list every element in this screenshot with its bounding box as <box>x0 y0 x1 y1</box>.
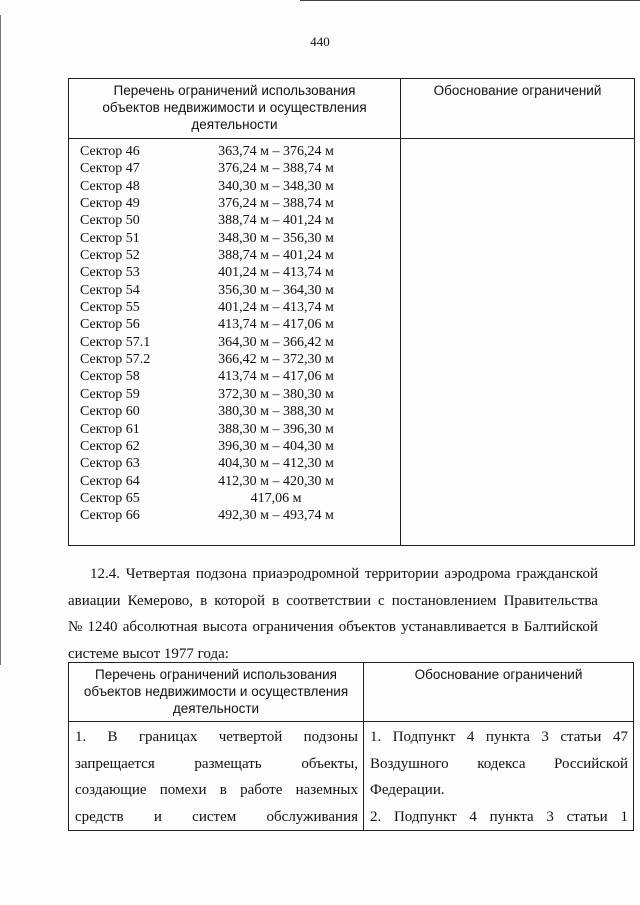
sector-name: Сектор 66 <box>80 508 140 524</box>
word: 12.4. <box>90 566 120 582</box>
word: аэродрома <box>444 566 511 582</box>
table-body-row <box>69 139 635 546</box>
header-restrictions-list <box>69 79 401 139</box>
table-row <box>69 316 400 333</box>
subzone-paragraph <box>68 561 598 667</box>
word: 4 <box>469 808 477 825</box>
justification-line <box>370 724 628 751</box>
sector-name: Сектор 60 <box>80 404 140 420</box>
header-line: объектов недвижимости и осуществления <box>102 100 367 115</box>
sector-name: Сектор 54 <box>80 282 140 298</box>
table-row <box>69 403 400 420</box>
word: Кемерово, <box>127 592 194 609</box>
sector-name: Сектор 52 <box>80 248 140 264</box>
restriction-line <box>75 724 358 751</box>
table-row <box>69 212 400 229</box>
sector-altitude-range: 380,30 м – 388,30 м <box>218 404 334 420</box>
sector-altitude-range: 413,74 м – 417,06 м <box>218 317 334 333</box>
sector-name: Сектор 50 <box>80 213 140 229</box>
table-body-row <box>69 722 634 831</box>
sector-altitude-range: 388,74 м – 401,24 м <box>218 248 334 264</box>
word: № <box>68 619 83 635</box>
table-header-row <box>69 663 634 722</box>
restriction-text-cell <box>69 722 364 831</box>
sector-name: Сектор 53 <box>80 265 140 281</box>
sector-altitude-range: 401,24 м – 413,74 м <box>218 265 334 281</box>
word: 47 <box>612 729 628 745</box>
sector-altitude-range: 372,30 м – 380,30 м <box>218 386 334 402</box>
table-row <box>69 334 400 351</box>
sector-name: Сектор 64 <box>80 473 140 489</box>
table-row <box>69 299 400 316</box>
word: Федерации. <box>370 782 445 798</box>
word: средств <box>75 808 124 825</box>
table-row <box>69 247 400 264</box>
word: 2. <box>370 808 382 825</box>
word: границах <box>138 729 198 745</box>
word: соответствии <box>286 592 371 609</box>
word: систем <box>192 808 237 825</box>
word: Подпункт <box>392 729 456 745</box>
sector-name: Сектор 49 <box>80 196 140 212</box>
header-justification: Обоснование ограничений <box>401 79 635 139</box>
word: Правительства <box>503 592 598 609</box>
word: подзоны <box>303 729 358 745</box>
sector-altitude-range: 404,30 м – 412,30 м <box>218 456 334 472</box>
sector-name: Сектор 65 <box>80 490 140 506</box>
table-row <box>69 143 400 160</box>
word: устанавливается <box>401 619 507 635</box>
word: статьи <box>566 808 608 825</box>
table-row <box>69 230 400 247</box>
word: статьи <box>560 729 602 745</box>
sector-name: Сектор 48 <box>80 178 140 194</box>
word: обслуживания <box>266 808 358 825</box>
word: наземных <box>295 782 358 798</box>
sector-altitude-range: 417,06 м <box>250 490 302 506</box>
sector-name: Сектор 55 <box>80 300 140 316</box>
word: 3 <box>546 808 554 825</box>
sector-name: Сектор 63 <box>80 456 140 472</box>
sector-name: Сектор 58 <box>80 369 140 385</box>
table-row <box>69 507 400 524</box>
word: в <box>511 619 519 635</box>
word: авиации <box>68 592 121 609</box>
restriction-line <box>75 751 358 778</box>
word: работе <box>240 782 283 798</box>
word: абсолютная <box>122 619 198 635</box>
table-row <box>69 455 400 472</box>
table-header-row <box>69 79 635 139</box>
word: помехи <box>159 782 207 798</box>
sector-name: Сектор 57.1 <box>80 334 151 350</box>
word: ограничения <box>252 619 334 635</box>
sector-altitude-range: 413,74 м – 417,06 м <box>218 369 334 385</box>
sector-altitude-range: 348,30 м – 356,30 м <box>218 230 334 246</box>
page-edge-top <box>300 0 640 1</box>
header-line: деятельности <box>191 117 278 132</box>
word: запрещается <box>75 755 155 772</box>
sector-altitude-range: 401,24 м – 413,74 м <box>218 300 334 316</box>
sector-altitude-range: 492,30 м – 493,74 м <box>218 508 334 524</box>
word: создающие <box>75 782 147 798</box>
word: Подпункт <box>393 808 457 825</box>
restrictions-table-subzone4 <box>68 662 634 831</box>
sector-altitude-range: 396,30 м – 404,30 м <box>218 438 334 454</box>
sector-name: Сектор 51 <box>80 230 140 246</box>
sector-altitude-range: 366,42 м – 372,30 м <box>218 352 334 368</box>
sector-altitude-range: 364,30 м – 366,42 м <box>218 334 334 350</box>
word: гражданской <box>516 566 598 582</box>
paragraph-line <box>68 614 598 641</box>
page-number: 440 <box>310 34 330 49</box>
word: четвертой <box>218 729 283 745</box>
table-row <box>69 368 400 385</box>
sector-altitude-range: 376,24 м – 388,74 м <box>218 161 334 177</box>
sector-name: Сектор 46 <box>80 144 140 159</box>
header-line: Перечень ограничений использования <box>113 83 356 98</box>
word: подзона <box>195 566 247 582</box>
sector-list-cell <box>69 139 401 546</box>
word: и <box>153 808 162 825</box>
word: территории <box>364 566 439 582</box>
word: 1. <box>370 729 382 745</box>
header-justification: Обоснование ограничений <box>364 663 634 722</box>
table-row <box>69 421 400 438</box>
word: кодекса <box>477 755 526 772</box>
sector-altitude-range: 376,24 м – 388,74 м <box>218 196 334 212</box>
word: Российской <box>554 755 628 772</box>
restrictions-table-sectors <box>68 78 635 546</box>
sector-list <box>69 143 400 525</box>
sector-altitude-range: 412,30 м – 420,30 м <box>218 473 334 489</box>
word: пункта <box>485 729 530 745</box>
word: 1 <box>620 808 628 825</box>
word: в <box>219 782 227 798</box>
table-row <box>69 351 400 368</box>
table-row <box>69 282 400 299</box>
table-row <box>69 386 400 403</box>
sector-altitude-range: 356,30 м – 364,30 м <box>218 282 334 298</box>
sector-altitude-range: 388,74 м – 401,24 м <box>218 213 334 229</box>
table-row <box>69 264 400 281</box>
justification-line <box>370 751 628 778</box>
justification-line <box>370 804 628 831</box>
justification-cell-empty <box>401 139 635 546</box>
header-line: объектов недвижимости и осуществления <box>83 684 349 699</box>
sector-name: Сектор 47 <box>80 161 140 177</box>
sector-altitude-range: 363,74 м – 376,24 м <box>218 144 334 159</box>
word: В <box>107 729 118 745</box>
justification-text-cell <box>364 722 634 831</box>
sector-name: Сектор 62 <box>80 438 140 454</box>
word: которой <box>214 592 265 609</box>
header-line: Перечень ограничений использования <box>95 667 337 682</box>
word: размещать <box>194 755 262 772</box>
word: Воздушного <box>370 755 449 772</box>
word: 1240 <box>87 619 118 635</box>
word: в <box>272 592 280 609</box>
paragraph-line <box>68 561 598 588</box>
justification-line <box>370 777 628 804</box>
table-row <box>69 438 400 455</box>
page-edge-left <box>0 15 1 665</box>
header-line: деятельности <box>172 701 260 716</box>
word: высота <box>202 619 248 635</box>
word: объекты, <box>301 755 358 772</box>
table-row <box>69 490 400 507</box>
word: постановлением <box>391 592 497 609</box>
header-restrictions-list <box>69 663 364 722</box>
word: Четвертая <box>125 566 191 582</box>
table-row <box>69 160 400 177</box>
word: 1. <box>75 729 87 745</box>
word: 3 <box>541 729 549 745</box>
paragraph-line-last: системе высот 1977 года: <box>68 645 229 662</box>
paragraph-line <box>68 588 598 615</box>
word: пункта <box>489 808 534 825</box>
sector-name: Сектор 57.2 <box>80 352 151 368</box>
sector-altitude-range: 388,30 м – 396,30 м <box>218 421 334 437</box>
sector-name: Сектор 61 <box>80 421 140 437</box>
word: 4 <box>466 729 475 745</box>
table-row <box>69 473 400 490</box>
sector-name: Сектор 59 <box>80 386 140 402</box>
sector-name: Сектор 56 <box>80 317 140 333</box>
restriction-line <box>75 777 358 804</box>
table-row <box>69 195 400 212</box>
word: приаэродромной <box>252 566 360 582</box>
table-row <box>69 178 400 195</box>
word: в <box>200 592 208 609</box>
word: с <box>378 592 385 609</box>
restriction-line <box>75 804 358 831</box>
word: объектов <box>338 619 396 635</box>
word: Балтийской <box>523 619 598 635</box>
sector-altitude-range: 340,30 м – 348,30 м <box>218 178 334 194</box>
